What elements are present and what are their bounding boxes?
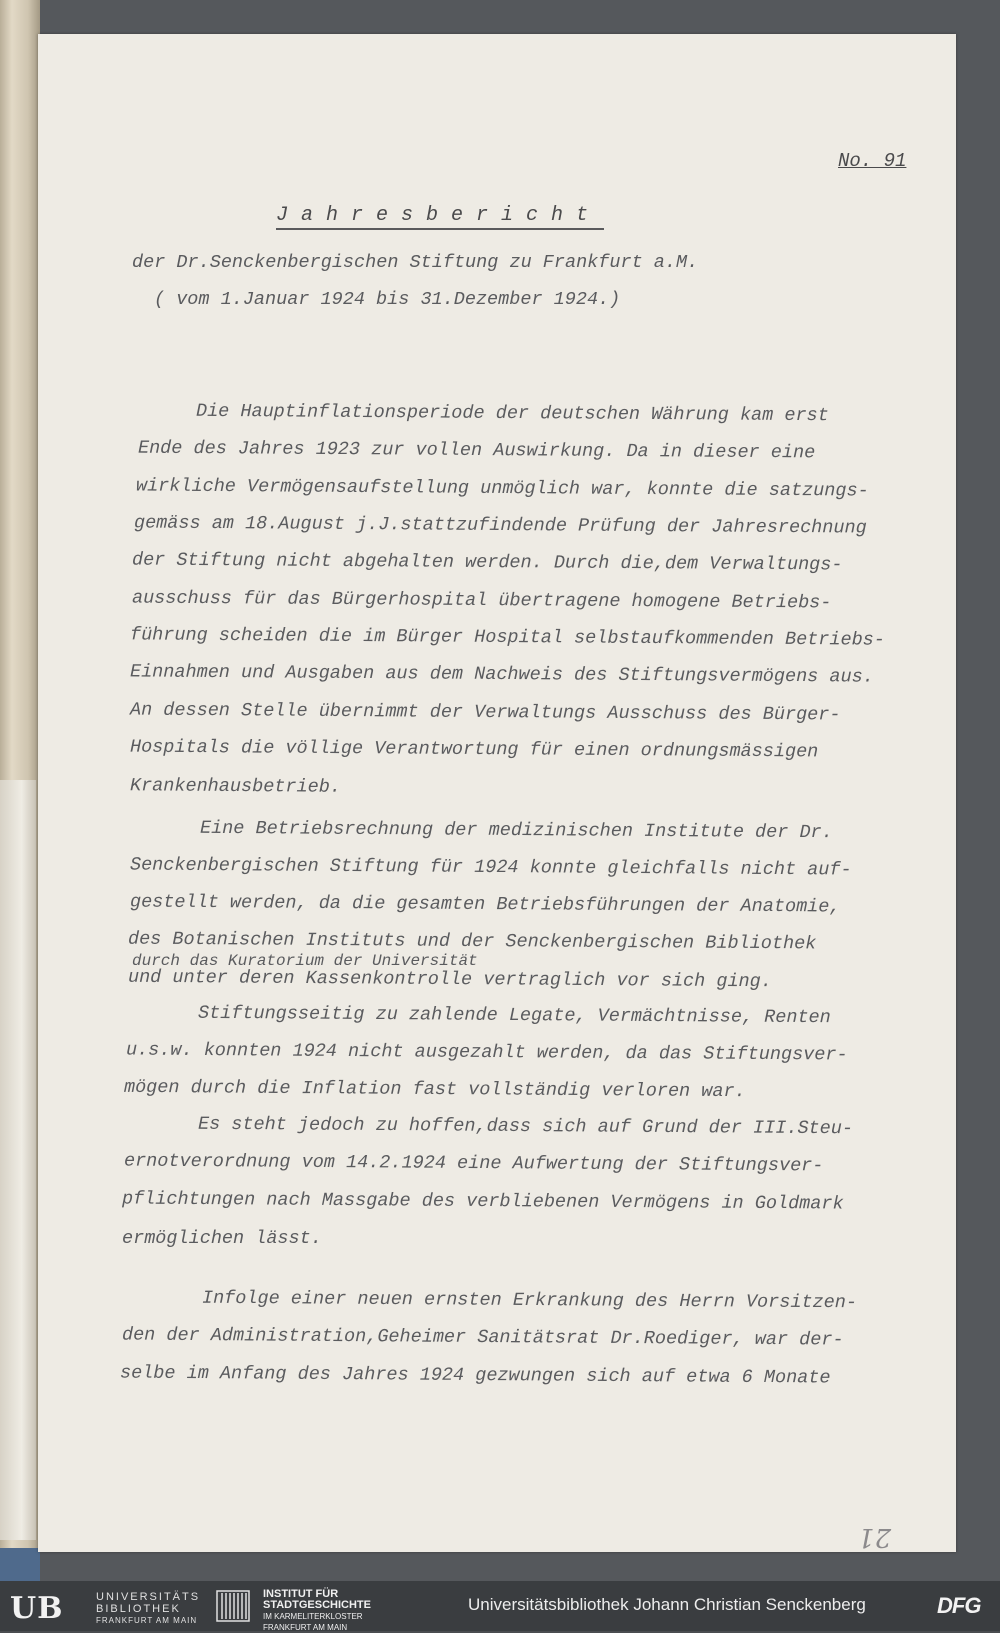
library-name[interactable]: Universitätsbibliothek Johann Christian Senckenberg: [468, 1595, 866, 1614]
text-line: Senckenbergischen Stiftung für 1924 konnte gleichfalls nicht auf-: [129, 854, 852, 881]
text-line: Eine Betriebsrechnung der medizinischen Institute der Dr.: [199, 817, 833, 844]
text-line: der Stiftung nicht abgehalten werden. Durch die,dem Verwaltungs-: [131, 549, 843, 576]
text-line: pflichtungen nach Massgabe des verbliebenen Vermögens in Goldmark: [121, 1188, 844, 1215]
text-line: ausschuss für das Bürgerhospital übertragene homogene Betriebs-: [131, 587, 832, 614]
ub-line-3: FRANKFURT AM MAIN: [96, 1616, 198, 1625]
text-line: gestellt werden, da die gesamten Betriebsführungen der Anatomie,: [129, 891, 841, 918]
isg-line-3: IM KARMELITERKLOSTER: [263, 1612, 363, 1621]
text-line: Stiftungsseitig zu zahlende Legate, Vermächtnisse, Renten: [197, 1002, 831, 1029]
text-line: Infolge einer neuen ernsten Erkrankung des Herrn Vorsitzen-: [201, 1287, 858, 1314]
isg-line-2: STADTGESCHICHTE: [263, 1599, 371, 1611]
text-line: der Dr.Senckenbergischen Stiftung zu Frankfurt a.M.: [132, 252, 699, 273]
text-line: selbe im Anfang des Jahres 1924 gezwungen sich auf etwa 6 Monate: [119, 1362, 831, 1389]
document-page: [38, 34, 956, 1552]
page-number: No. 91: [838, 150, 907, 172]
ub-logo[interactable]: UB: [10, 1591, 64, 1626]
text-line: u.s.w. konnten 1924 nicht ausgezahlt werden, da das Stiftungsver-: [125, 1039, 848, 1066]
left-page-underlay: [0, 780, 36, 1540]
text-line: Hospitals die völlige Verantwortung für einen ordnungsmässigen: [129, 736, 819, 763]
document-title: Jahresbericht: [276, 204, 604, 230]
text-line: führung scheiden die im Bürger Hospital selbstaufkommenden Betriebs-: [129, 624, 886, 651]
isg-line-4: FRANKFURT AM MAIN: [263, 1623, 348, 1632]
ub-line-2: BIBLIOTHEK: [96, 1603, 181, 1615]
binding-strip: [0, 1548, 40, 1581]
institute-label[interactable]: [263, 1589, 371, 1633]
handwritten-page-number: 21: [858, 1522, 892, 1552]
footer-bar: [0, 1581, 1000, 1631]
isg-line-1: INSTITUT FÜR: [263, 1588, 339, 1600]
text-line: ( vom 1.Januar 1924 bis 31.Dezember 1924.): [154, 289, 621, 310]
text-line: ermöglichen lässt.: [122, 1228, 322, 1249]
text-line: An dessen Stelle übernimmt der Verwaltungs Ausschuss des Bürger-: [129, 699, 841, 726]
text-line: des Botanischen Instituts und der Senckenbergischen Bibliothek: [127, 928, 817, 955]
institute-columns-icon: [215, 1589, 251, 1623]
text-line: und unter deren Kassenkontrolle vertraglich vor sich ging.: [127, 966, 772, 993]
text-line: Es steht jedoch zu hoffen,dass sich auf Grund der III.Steu-: [197, 1113, 854, 1140]
text-line: ernotverordnung vom 14.2.1924 eine Aufwertung der Stiftungsver-: [123, 1150, 824, 1177]
text-line: Ende des Jahres 1923 zur vollen Auswirkung. Da in dieser eine: [137, 437, 816, 464]
text-line: gemäss am 18.August j.J.stattzufindende Prüfung der Jahresrechnung: [133, 512, 867, 539]
ub-library-label: [96, 1591, 200, 1627]
text-line: Einnahmen und Ausgaben aus dem Nachweis des Stiftungsvermögens aus.: [129, 661, 874, 688]
text-line: Die Hauptinflationsperiode der deutschen Währung kam erst: [195, 400, 829, 427]
text-line: wirkliche Vermögensaufstellung unmöglich war, konnte die satzungs-: [135, 475, 869, 502]
text-line: durch das Kuratorium der Universität: [132, 952, 478, 970]
dfg-logo[interactable]: DFG: [937, 1593, 981, 1618]
ub-line-1: UNIVERSITÄTS: [96, 1591, 201, 1603]
text-line: Krankenhausbetrieb.: [129, 775, 342, 798]
text-line: mögen durch die Inflation fast vollständig verloren war.: [123, 1076, 746, 1103]
text-line: den der Administration,Geheimer Sanitätsrat Dr.Roediger, war der-: [121, 1324, 844, 1351]
